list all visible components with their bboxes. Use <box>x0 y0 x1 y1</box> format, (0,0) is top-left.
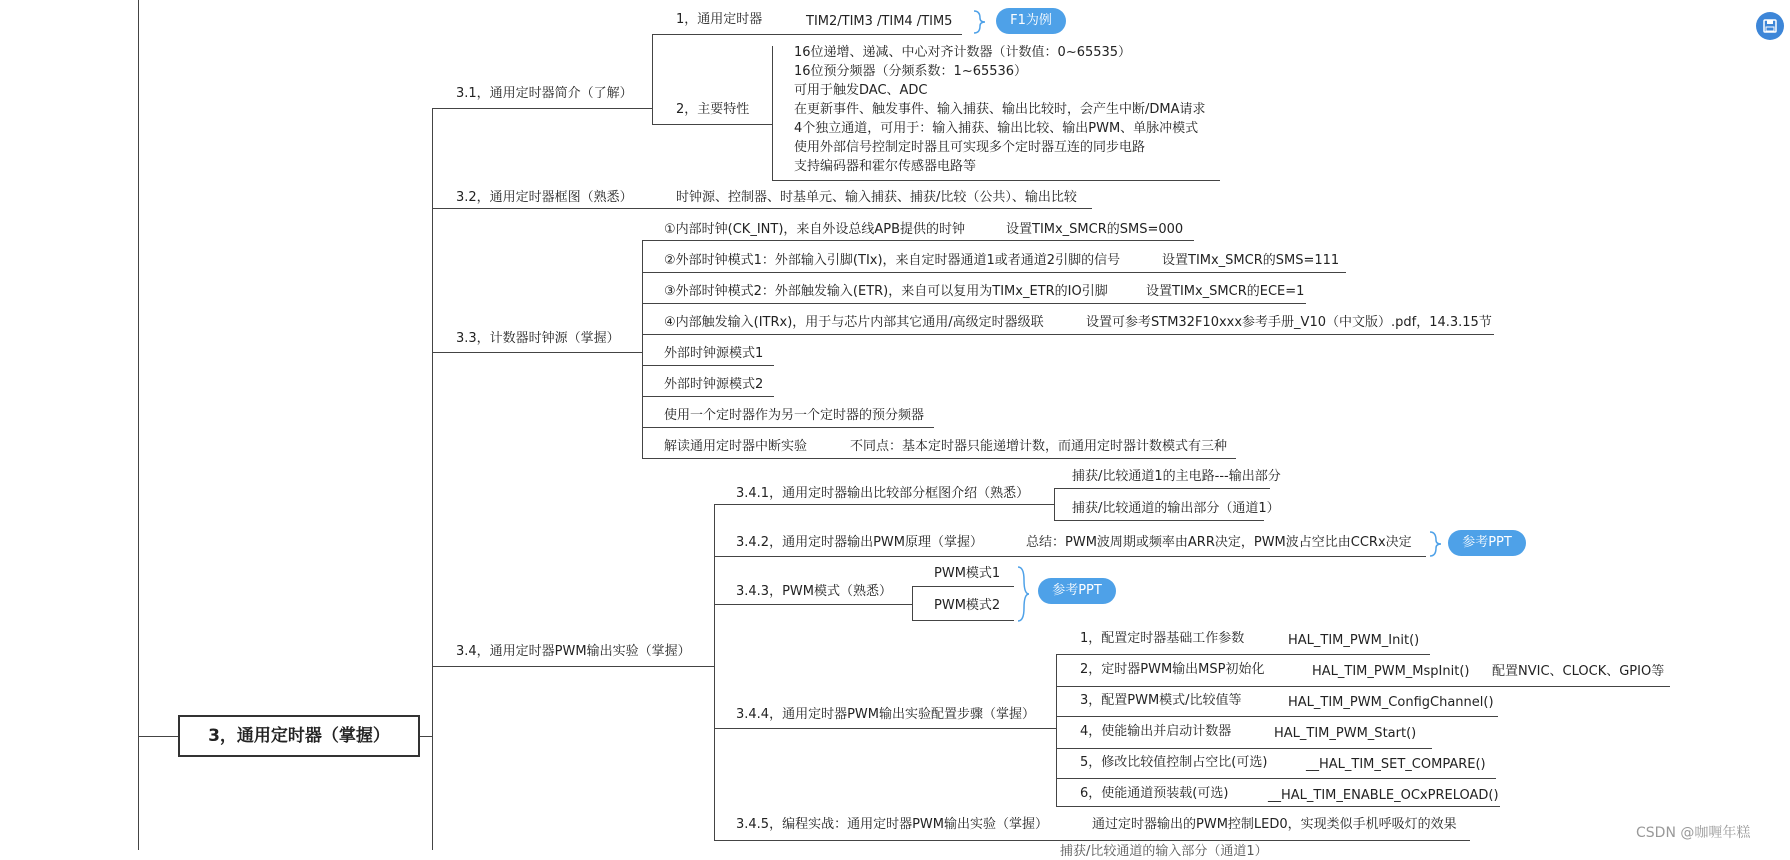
s33-line-8 <box>642 458 1236 459</box>
trunk-line <box>138 0 139 850</box>
step-1-line <box>1056 654 1430 655</box>
s33-item-3-detail[interactable]: 设置TIMx_SMCR的ECE=1 <box>1146 284 1305 299</box>
tag-ppt-1[interactable]: 参考PPT <box>1448 530 1526 556</box>
s33-label[interactable]: 3.3，计数器时钟源（掌握） <box>456 331 620 346</box>
s34-label[interactable]: 3.4，通用定时器PWM输出实验（掌握） <box>456 644 691 659</box>
step-2-label[interactable]: 2，定时器PWM输出MSP初始化 <box>1080 662 1265 677</box>
s343-label[interactable]: 3.4.3，PWM模式（熟悉） <box>736 584 892 599</box>
step-3-line <box>1056 716 1498 717</box>
s345-label[interactable]: 3.4.5，编程实战：通用定时器PWM输出实验（掌握） <box>736 817 1048 832</box>
s33-item-6[interactable]: 外部时钟源模式2 <box>664 377 764 392</box>
s345-detail[interactable]: 通过定时器输出的PWM控制LED0，实现类似手机呼吸灯的效果 <box>1092 817 1457 832</box>
s33-item-5[interactable]: 外部时钟源模式1 <box>664 346 764 361</box>
s34-spine <box>714 504 715 840</box>
s33-item-8-detail[interactable]: 不同点：基本定时器只能递增计数，而通用定时器计数模式有三种 <box>850 439 1228 454</box>
s342-label[interactable]: 3.4.2，通用定时器输出PWM原理（掌握） <box>736 535 983 550</box>
s341-item-1[interactable]: 捕获/比较通道1的主电路---输出部分 <box>1072 469 1281 484</box>
s343-line <box>714 604 912 605</box>
s33-item-8[interactable]: 解读通用定时器中断实验 <box>664 439 808 454</box>
s33-item-4-detail[interactable]: 设置可参考STM32F10xxx参考手册_V10（中文版）.pdf，14.3.15节 <box>1086 315 1492 330</box>
s31-c2-line <box>652 124 772 125</box>
brace-icon <box>1428 531 1442 557</box>
root-spine <box>432 108 433 850</box>
step-4-fn[interactable]: HAL_TIM_PWM_Start() <box>1274 726 1417 741</box>
s33-line-5 <box>642 365 774 366</box>
step-2-extra[interactable]: 配置NVIC、CLOCK、GPIO等 <box>1492 664 1665 679</box>
s33-line-4 <box>642 334 1494 335</box>
s341-label[interactable]: 3.4.1，通用定时器输出比较部分框图介绍（熟悉） <box>736 486 1030 501</box>
s33-item-3[interactable]: ③外部时钟模式2：外部触发输入(ETR)，来自可以复用为TIMx_ETR的IO引脚 <box>664 284 1108 299</box>
save-icon[interactable] <box>1756 12 1784 40</box>
step-4-label[interactable]: 4，使能输出并启动计数器 <box>1080 724 1232 739</box>
s33-line-3 <box>642 303 1306 304</box>
step-6-fn[interactable]: __HAL_TIM_ENABLE_OCxPRELOAD() <box>1268 788 1499 803</box>
s31-c2-spine <box>772 46 773 180</box>
cut-off-text: 捕获/比较通道的输入部分（通道1） <box>1060 844 1268 859</box>
s31-branch <box>432 108 652 109</box>
s341-item-2[interactable]: 捕获/比较通道的输出部分（通道1） <box>1072 501 1280 516</box>
s341-line-a <box>1054 488 1270 489</box>
s33-item-2-detail[interactable]: 设置TIMx_SMCR的SMS=111 <box>1162 253 1340 268</box>
watermark: CSDN @咖喱年糕 <box>1636 825 1751 841</box>
s344-line <box>714 728 1056 729</box>
s31-c2-label[interactable]: 2，主要特性 <box>676 102 750 117</box>
s33-line-1 <box>642 240 1194 241</box>
s343-spine <box>912 586 913 620</box>
s33-line-7 <box>642 427 934 428</box>
s33-item-4[interactable]: ④内部触发输入(ITRx)，用于与芯片内部其它通用/高级定时器级联 <box>664 315 1044 330</box>
tag-f1[interactable]: F1为例 <box>996 8 1066 34</box>
s31-c1-line <box>652 34 962 35</box>
s33-line-6 <box>642 396 774 397</box>
root-node[interactable]: 3，通用定时器（掌握） <box>178 715 420 757</box>
feature-line-7[interactable]: 支持编码器和霍尔传感器电路等 <box>794 159 977 174</box>
brace-icon <box>972 10 986 34</box>
root-right-connector <box>420 736 432 737</box>
feature-line-3[interactable]: 可用于触发DAC、ADC <box>794 83 928 98</box>
s342-line <box>714 556 1426 557</box>
s32-branch <box>432 208 1092 209</box>
pwm-mode-1[interactable]: PWM模式1 <box>934 566 1001 581</box>
tag-ppt-2[interactable]: 参考PPT <box>1038 578 1116 604</box>
step-4-line <box>1056 748 1432 749</box>
s31-label[interactable]: 3.1，通用定时器简介（了解） <box>456 86 633 101</box>
pwm-mode-2[interactable]: PWM模式2 <box>934 598 1001 613</box>
s31-c1-label[interactable]: 1，通用定时器 <box>676 12 763 27</box>
s343-line-a <box>912 586 1014 587</box>
s344-spine <box>1056 654 1057 806</box>
s33-line-2 <box>642 272 1346 273</box>
step-3-fn[interactable]: HAL_TIM_PWM_ConfigChannel() <box>1288 695 1494 710</box>
s32-detail[interactable]: 时钟源、控制器、时基单元、输入捕获、捕获/比较（公共）、输出比较 <box>676 190 1077 205</box>
s341-line-b <box>1054 520 1264 521</box>
s341-line <box>714 504 1054 505</box>
s33-branch <box>432 352 642 353</box>
step-5-label[interactable]: 5，修改比较值控制占空比(可选) <box>1080 755 1268 770</box>
step-2-line <box>1056 686 1670 687</box>
root-connector <box>138 736 178 737</box>
s343-line-b <box>912 620 1014 621</box>
s33-item-7[interactable]: 使用一个定时器作为另一个定时器的预分频器 <box>664 408 925 423</box>
feature-line-5[interactable]: 4个独立通道，可用于：输入捕获、输出比较、输出PWM、单脉冲模式 <box>794 121 1199 136</box>
step-1-fn[interactable]: HAL_TIM_PWM_Init() <box>1288 633 1420 648</box>
step-5-fn[interactable]: __HAL_TIM_SET_COMPARE() <box>1306 757 1486 772</box>
step-6-label[interactable]: 6，使能通道预装载(可选) <box>1080 786 1229 801</box>
s342-detail[interactable]: 总结：PWM波周期或频率由ARR决定，PWM波占空比由CCRx决定 <box>1026 535 1412 550</box>
s33-item-1-detail[interactable]: 设置TIMx_SMCR的SMS=000 <box>1006 222 1184 237</box>
s33-item-2[interactable]: ②外部时钟模式1：外部输入引脚(TIx)，来自定时器通道1或者通道2引脚的信号 <box>664 253 1121 268</box>
step-6-line <box>1056 806 1500 807</box>
s344-label[interactable]: 3.4.4，通用定时器PWM输出实验配置步骤（掌握） <box>736 707 1035 722</box>
feature-line-4[interactable]: 在更新事件、触发事件、输入捕获、输出比较时，会产生中断/DMA请求 <box>794 102 1206 117</box>
s33-item-1[interactable]: ①内部时钟(CK_INT)，来自外设总线APB提供的时钟 <box>664 222 966 237</box>
brace-icon <box>1016 566 1030 622</box>
feature-line-1[interactable]: 16位递增、递减、中心对齐计数器（计数值：0~65535） <box>794 45 1132 60</box>
feature-line-2[interactable]: 16位预分频器（分频系数：1~65536） <box>794 64 1028 79</box>
s31-c1-detail[interactable]: TIM2/TIM3 /TIM4 /TIM5 <box>806 14 953 29</box>
step-3-label[interactable]: 3，配置PWM模式/比较值等 <box>1080 693 1242 708</box>
step-2-fn[interactable]: HAL_TIM_PWM_MspInit() <box>1312 664 1470 679</box>
s341-spine <box>1054 488 1055 520</box>
s34-branch <box>432 666 714 667</box>
s32-label[interactable]: 3.2，通用定时器框图（熟悉） <box>456 190 633 205</box>
step-1-label[interactable]: 1，配置定时器基础工作参数 <box>1080 631 1245 646</box>
step-5-line <box>1056 778 1496 779</box>
feature-line-6[interactable]: 使用外部信号控制定时器且可实现多个定时器互连的同步电路 <box>794 140 1146 155</box>
s345-line <box>714 840 1470 841</box>
s31-spine <box>652 34 653 124</box>
s31-c2-bottom <box>772 180 1220 181</box>
